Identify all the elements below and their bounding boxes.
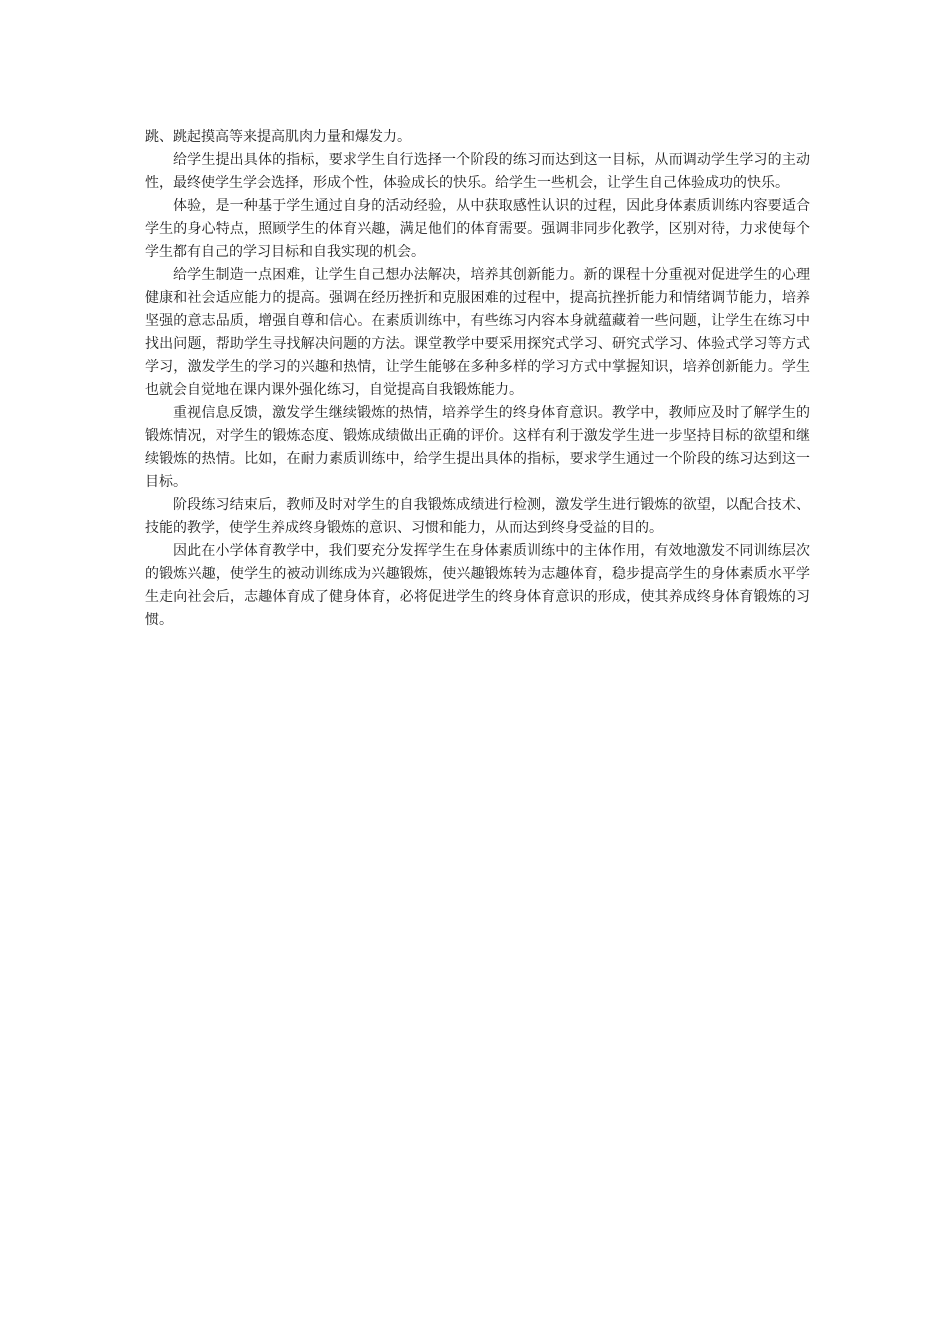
paragraph: 因此在小学体育教学中，我们要充分发挥学生在身体素质训练中的主体作用，有效地激发不同训练层次的锻炼兴趣，使学生的被动训练成为兴趣锻炼，使兴趣锻炼转为志趣体育，稳步提高学生的身体素质水平学生走向社会后，志趣体育成了健身体育，必将促进学生的终身体育意识的形成，使其养成终身体育锻炼的习惯。 bbox=[145, 543, 810, 628]
paragraph-continuation: 跳、跳起摸高等来提高肌肉力量和爆发力。 bbox=[145, 129, 411, 145]
paragraph: 阶段练习结束后，教师及时对学生的自我锻炼成绩进行检测，激发学生进行锻炼的欲望，以配合技术、技能的教学，使学生养成终身锻炼的意识、习惯和能力，从而达到终身受益的目的。 bbox=[145, 497, 810, 536]
paragraph: 给学生提出具体的指标，要求学生自行选择一个阶段的练习而达到这一目标，从而调动学生学习的主动性，最终使学生学会选择，形成个性，体验成长的快乐。给学生一些机会，让学生自己体验成功的快乐。 bbox=[145, 152, 810, 191]
paragraph: 重视信息反馈，激发学生继续锻炼的热情，培养学生的终身体育意识。教学中，教师应及时了解学生的锻炼情况，对学生的锻炼态度、锻炼成绩做出正确的评价。这样有利于激发学生进一步坚持目标的欲望和继续锻炼的热情。比如，在耐力素质训练中，给学生提出具体的指标，要求学生通过一个阶段的练习达到这一目标。 bbox=[145, 405, 810, 490]
document-body bbox=[145, 126, 810, 632]
paragraph: 体验，是一种基于学生通过自身的活动经验，从中获取感性认识的过程，因此身体素质训练内容要适合学生的身心特点，照顾学生的体育兴趣，满足他们的体育需要。强调非同步化教学，区别对待，力求使每个学生都有自己的学习目标和自我实现的机会。 bbox=[145, 198, 810, 260]
paragraph: 给学生制造一点困难，让学生自己想办法解决，培养其创新能力。新的课程十分重视对促进学生的心理健康和社会适应能力的提高。强调在经历挫折和克服困难的过程中，提高抗挫折能力和情绪调节能力，培养坚强的意志品质，增强自尊和信心。在素质训练中，有些练习内容本身就蕴藏着一些问题，让学生在练习中找出问题，帮助学生寻找解决问题的方法。课堂教学中要采用探究式学习、研究式学习、体验式学习等方式学习，激发学生的学习的兴趣和热情，让学生能够在多种多样的学习方式中掌握知识，培养创新能力。学生也就会自觉地在课内课外强化练习，自觉提高自我锻炼能力。 bbox=[145, 267, 810, 398]
